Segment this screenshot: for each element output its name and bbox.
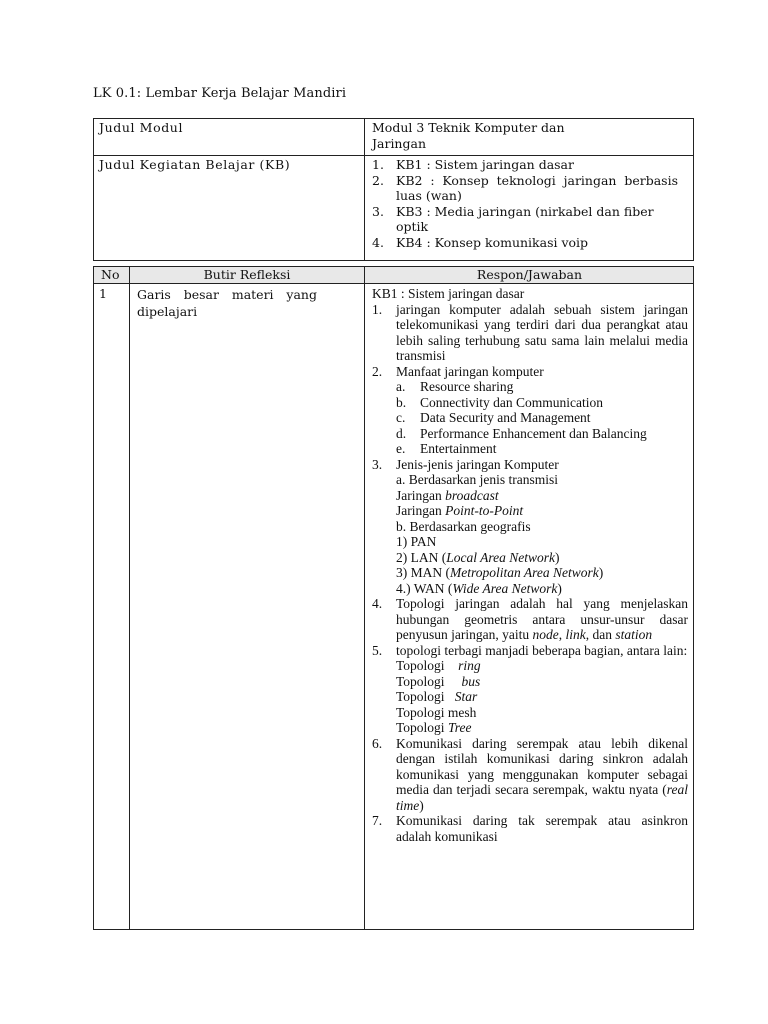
term-real-time: real time: [396, 782, 688, 813]
broadcast-line: [396, 488, 688, 504]
point-4: [372, 596, 688, 643]
point-text: Komunikasi daring serempak atau lebih dikenal dengan istilah komunikasi daring sinkron adalah komunikasi yang menggunakan komputer sebagai media dan terjadi secara serempak, waktu nyata (: [396, 735, 688, 797]
point-text: jaringan komputer adalah sebuah sistem jaringan telekomunikasi yang terdiri dari dua perangkat atau lebih saling terhubung satu sama lain melalui media transmisi: [396, 301, 688, 363]
topology-item: [396, 658, 688, 674]
kb-item-text: KB3 : Media jaringan (nirkabel dan fiber optik: [396, 203, 654, 234]
kb-item: [372, 173, 678, 204]
kb-item-number: 2.: [372, 172, 384, 188]
man-prefix: 3) MAN (: [396, 565, 450, 580]
topology-label: Topologi: [396, 658, 445, 673]
modul-label: Judul Modul: [99, 120, 184, 135]
kb-item-text: KB2 : Konsep teknologi jaringan berbasis luas (wan): [396, 172, 678, 203]
benefit-letter: e.: [396, 441, 406, 456]
point-text: Topologi jaringan adalah hal yang menjelaskan hubungan geometris antara unsur-unsur dasar penyusun jaringan, yaitu: [396, 596, 688, 642]
header-divider: [93, 283, 694, 284]
kb-label: Judul Kegiatan Belajar (KB): [99, 157, 291, 172]
broadcast-prefix: Jaringan: [396, 487, 446, 503]
kb-item-text: KB4 : Konsep komunikasi voip: [396, 234, 589, 250]
point-2: [372, 364, 688, 380]
row-number: 1: [99, 286, 107, 301]
topology-name: Tree: [447, 720, 472, 735]
header-no: No: [101, 267, 120, 282]
transmission-heading: a. Berdasarkan jenis transmisi: [396, 472, 558, 487]
term-station: station: [615, 627, 653, 642]
geographic-heading: b. Berdasarkan geografis: [396, 518, 531, 534]
broadcast-term: broadcast: [445, 487, 499, 503]
topology-item: [396, 689, 688, 705]
man-term: Metropolitan Area Network: [450, 565, 599, 580]
kb-item: [372, 157, 678, 173]
benefit-item: [396, 441, 688, 457]
butir-refleksi-text: Garis besar materi yang dipelajari: [137, 287, 317, 319]
page-title: LK 0.1: Lembar Kerja Belajar Mandiri: [93, 86, 347, 101]
network-types: [372, 472, 688, 596]
p2p-term: Point-to-Point: [445, 503, 524, 518]
topology-list: [372, 658, 688, 736]
benefit-text: Data Security and Management: [420, 410, 591, 425]
header-butir: Butir Refleksi: [203, 267, 291, 282]
header-respon: Respon/Jawaban: [476, 267, 583, 282]
wan-term: Wide Area Network: [452, 580, 558, 596]
wan-prefix: 4.) WAN (: [396, 580, 453, 596]
info-table-divider: [364, 118, 365, 261]
point-1: [372, 302, 688, 364]
topology-name: Star: [454, 689, 478, 704]
benefit-letter: d.: [396, 425, 407, 441]
benefit-item: [396, 395, 688, 411]
modul-value-line2: Jaringan: [372, 135, 426, 151]
topology-item: [396, 720, 688, 736]
benefit-text: Entertainment: [420, 441, 497, 456]
modul-value-line1: Modul 3 Teknik Komputer dan: [372, 120, 565, 135]
topology-label: Topologi: [396, 720, 445, 735]
point-text: topologi terbagi manjadi beberapa bagian, antara lain:: [396, 642, 688, 658]
lan-close: ): [555, 549, 560, 565]
col-divider-1: [129, 266, 130, 930]
kb-item-number: 4.: [372, 234, 384, 250]
benefit-letter: c.: [396, 410, 406, 425]
benefit-list: [372, 379, 688, 457]
benefit-text: Connectivity dan Communication: [420, 394, 603, 410]
benefit-letter: b.: [396, 394, 407, 410]
kb-item-text: KB1 : Sistem jaringan dasar: [396, 157, 574, 172]
topology-name: bus: [461, 673, 481, 689]
topology-label: Topologi: [396, 689, 445, 704]
benefit-item: [396, 426, 688, 442]
benefit-item: [396, 410, 688, 426]
man-line: [396, 565, 688, 581]
point-number: 1.: [372, 301, 383, 317]
lan-term: Local Area Network: [446, 549, 555, 565]
point-6: [372, 736, 688, 814]
p2p-line: [396, 503, 688, 519]
topology-label: Topologi mesh: [396, 704, 477, 720]
lan-line: [396, 550, 688, 566]
point-text: Jenis-jenis jaringan Komputer: [396, 456, 559, 472]
kb1-heading: KB1 : Sistem jaringan dasar: [372, 286, 525, 301]
point-number: 7.: [372, 813, 383, 828]
term-node: node: [532, 627, 559, 642]
pan-line: 1) PAN: [396, 534, 437, 549]
close-paren: ): [419, 797, 424, 813]
modul-value: [372, 120, 688, 151]
info-table-row-divider: [93, 155, 694, 156]
separator: ,: [558, 627, 566, 642]
benefit-text: Performance Enhancement dan Balancing: [420, 425, 647, 441]
point-7: [372, 813, 688, 844]
kb-item-number: 1.: [372, 157, 384, 172]
kb-item: [372, 235, 678, 251]
kb-item: [372, 204, 678, 235]
benefit-item: [396, 379, 688, 395]
man-close: ): [598, 565, 604, 580]
point-text: Komunikasi daring tak serempak atau asinkron adalah komunikasi: [396, 813, 688, 844]
topology-label: Topologi: [396, 673, 445, 689]
p2p-prefix: Jaringan: [396, 503, 446, 518]
lan-prefix: 2) LAN (: [396, 549, 447, 565]
wan-line: [396, 581, 688, 597]
point-number: 6.: [372, 735, 383, 751]
col-divider-2: [364, 266, 365, 930]
point-number: 5.: [372, 642, 383, 658]
respon-content: [372, 286, 688, 844]
point-number: 3.: [372, 456, 383, 472]
point-number: 2.: [372, 363, 383, 379]
benefit-letter: a.: [396, 379, 406, 394]
topology-item: [396, 674, 688, 690]
kb-item-number: 3.: [372, 203, 384, 219]
kb-list: [372, 157, 678, 250]
point-number: 4.: [372, 596, 383, 611]
separator: , dan: [585, 627, 616, 642]
term-link: link: [565, 627, 586, 642]
topology-item: [396, 705, 688, 721]
wan-close: ): [557, 580, 562, 596]
topology-name: ring: [458, 658, 481, 673]
point-text: Manfaat jaringan komputer: [396, 363, 544, 379]
benefit-text: Resource sharing: [420, 379, 514, 394]
point-5: [372, 643, 688, 659]
point-3: [372, 457, 688, 473]
